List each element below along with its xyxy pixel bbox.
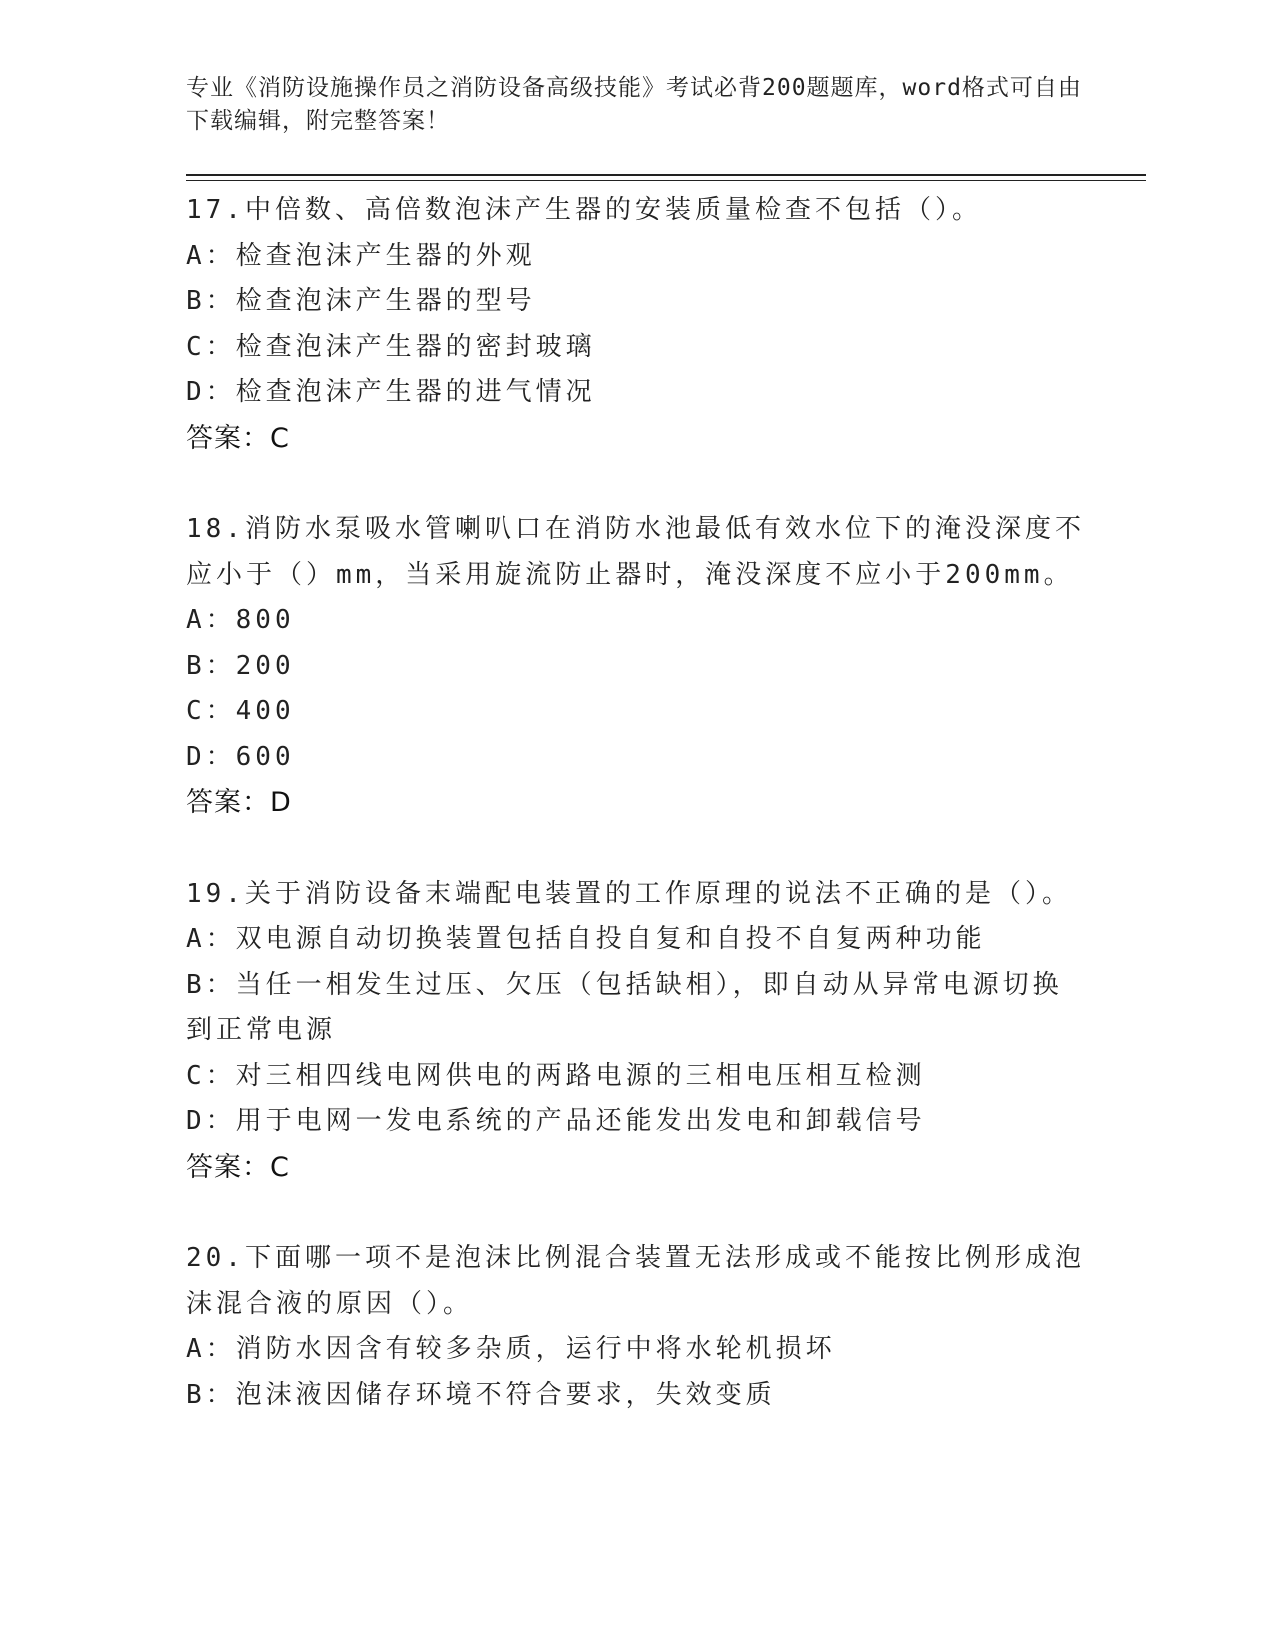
option-b: B：当任一相发生过压、欠压（包括缺相），即自动从异常电源切换到正常电源: [186, 969, 1063, 1045]
answer-label: 答案：D: [186, 787, 292, 818]
option-a: A：消防水因含有较多杂质，运行中将水轮机损坏: [186, 1334, 836, 1364]
option-a: A：双电源自动切换装置包括自投自复和自投不自复两种功能: [186, 924, 986, 954]
option-c: C：检查泡沫产生器的密封玻璃: [186, 331, 596, 362]
answer-label: 答案：C: [186, 1151, 290, 1183]
answer-label: 答案：C: [186, 422, 290, 454]
question-stem: 17.中倍数、高倍数泡沫产生器的安装质量检查不包括（）。: [186, 195, 982, 225]
option-d: D：600: [186, 741, 295, 772]
question-stem: 19.关于消防设备末端配电装置的工作原理的说法不正确的是（）。: [186, 878, 1072, 909]
header-divider-thick: [186, 174, 1146, 176]
option-c: C：对三相四线电网供电的两路电源的三相电压相互检测: [186, 1060, 926, 1091]
option-b: B：检查泡沫产生器的型号: [186, 286, 536, 316]
question-18: [186, 507, 1086, 826]
question-stem: 18.消防水泵吸水管喇叭口在消防水池最低有效水位下的淹没深度不应小于（）mm，当采用旋流防止器时，淹没深度不应小于200mm。: [186, 514, 1085, 590]
option-d: D：用于电网一发电系统的产品还能发出发电和卸载信号: [186, 1106, 926, 1136]
question-19: [186, 872, 1086, 1191]
question-20: [186, 1236, 1086, 1418]
option-c: C：400: [186, 696, 295, 726]
option-d: D：检查泡沫产生器的进气情况: [186, 377, 596, 407]
option-b: B：200: [186, 650, 295, 681]
option-a: A：800: [186, 605, 295, 635]
question-17: [186, 188, 1086, 461]
option-b: B：泡沫液因储存环境不符合要求，失效变质: [186, 1379, 776, 1410]
header-divider-thin: [186, 180, 1146, 181]
question-list: [186, 188, 1086, 1418]
question-stem: 20.下面哪一项不是泡沫比例混合装置无法形成或不能按比例形成泡沫混合液的原因（）。: [186, 1243, 1085, 1319]
option-a: A：检查泡沫产生器的外观: [186, 240, 536, 271]
document-header: 专业《消防设施操作员之消防设备高级技能》考试必背200题题库，word格式可自由下载编辑，附完整答案！: [186, 75, 1082, 134]
